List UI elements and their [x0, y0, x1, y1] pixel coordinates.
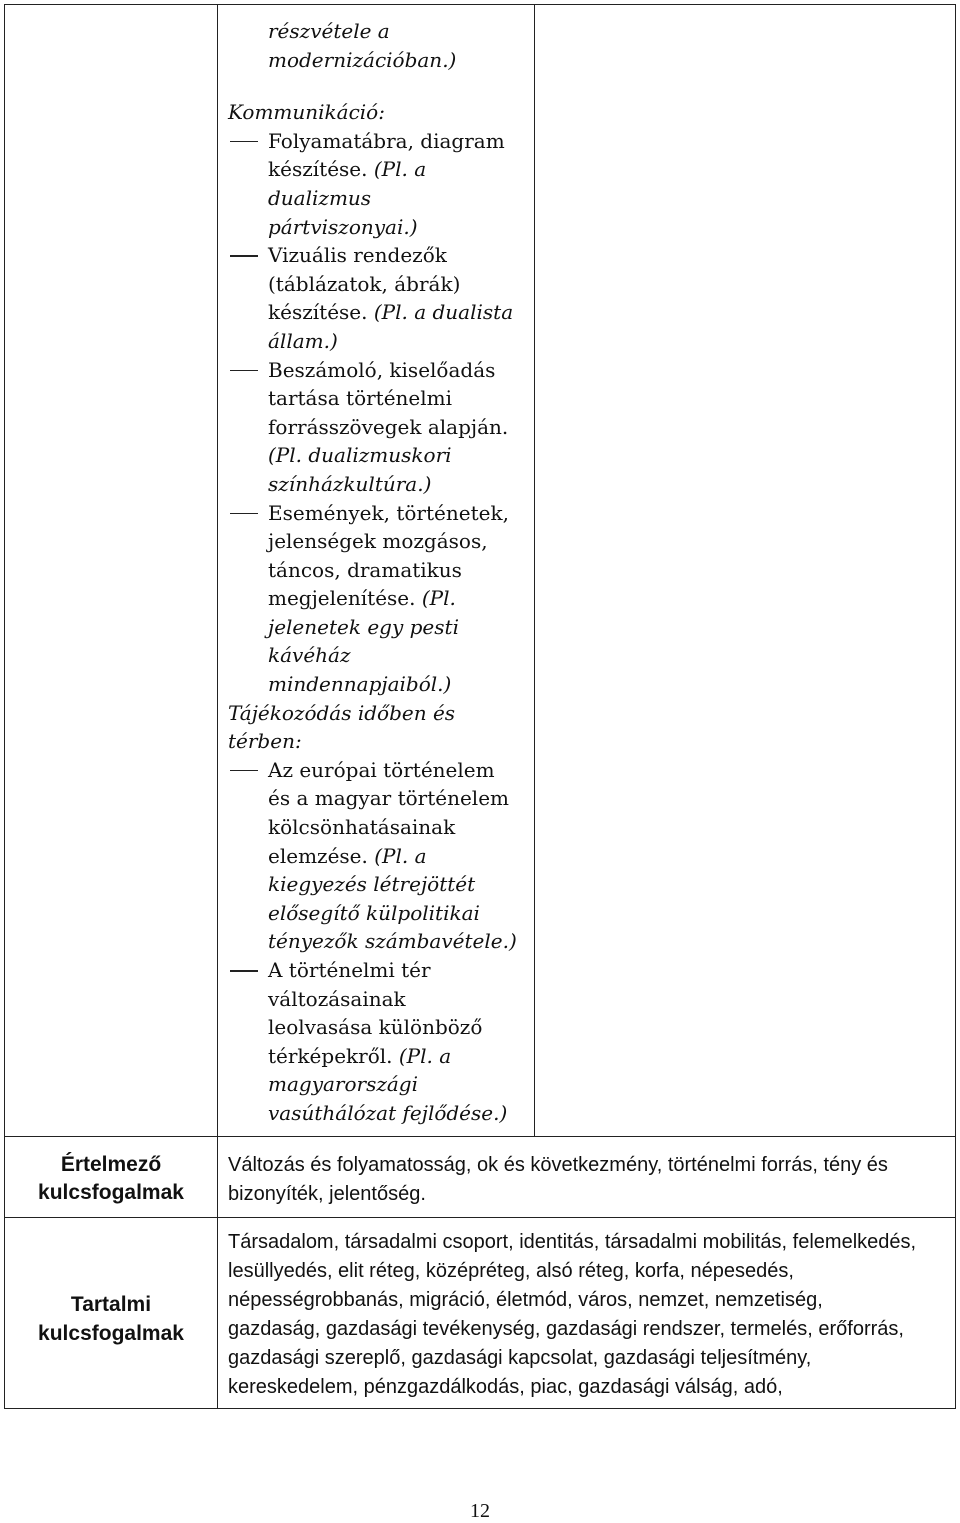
tartalmi-cell [218, 1217, 956, 1408]
section-heading-orientation: Tájékozódás időben és térben: [228, 700, 456, 754]
intro-line: részvétele a [268, 19, 390, 43]
list-item: Beszámoló, kiselőadás tartása történelmi forrásszövegek alapján. (Pl. dualizmuskori színházkultúra.) [228, 356, 524, 499]
ertelmezo-text: Változás és folyamatosság, ok és következmény, történelmi forrás, tény és bizonyíték, jelentőség. [218, 1136, 956, 1217]
activities-cell [218, 5, 535, 1137]
tartalmi-row [5, 1217, 956, 1408]
empty-left-cell [5, 5, 218, 1137]
tartalmi-economy-text: gazdaság, gazdasági tevékenység, gazdasági rendszer, termelés, erőforrás, gazdasági szereplő, gazdasági kapcsolat, gazdasági teljesítmény, kereskedelem, pénzgazdálkodás, piac, gazdasági válság, adó, [228, 1317, 904, 1398]
tartalmi-label-text: Tartalmi kulcsfogalmak [38, 1292, 184, 1345]
orientation-list [228, 756, 524, 1128]
list-item: Folyamatábra, diagram készítése. (Pl. a dualizmus pártviszonyai.) [228, 127, 524, 241]
intro-text [228, 17, 524, 74]
communication-list [228, 127, 524, 699]
page-number: 12 [470, 1500, 490, 1522]
ertelmezo-label: Értelmező kulcsfogalmak [5, 1136, 218, 1217]
curriculum-table [4, 4, 956, 1409]
ertelmezo-row [5, 1136, 956, 1217]
activities-row [5, 5, 956, 1137]
list-item: Vizuális rendezők (táblázatok, ábrák) készítése. (Pl. a dualista állam.) [228, 241, 524, 355]
intro-line: modernizációban.) [268, 47, 457, 72]
list-item: A történelmi tér változásainak leolvasása különböző térképekről. (Pl. a magyarországi vasúthálózat fejlődése.) [228, 956, 524, 1128]
tartalmi-society-text: Társadalom, társadalmi csoport, identitás, társadalmi mobilitás, felemelkedés, lesüllyedés, elit réteg, középréteg, alsó réteg, korfa, népesedés, népességrobbanás, migráció, életmód, város, nemzet, nemzetiség, [228, 1230, 917, 1311]
list-item: Események, történetek, jelenségek mozgásos, táncos, dramatikus megjelenítése. (Pl. jelenetek egy pesti kávéház mindennapjaiból.) [228, 499, 524, 699]
section-heading-communication: Kommunikáció: [228, 100, 385, 125]
list-item: Az európai történelem és a magyar történelem kölcsönhatásainak elemzése. (Pl. a kiegyezés létrejöttét elősegítő külpolitikai tényezők számbavétele.) [228, 756, 524, 956]
tartalmi-label [5, 1217, 218, 1408]
empty-right-cell [535, 5, 956, 1137]
